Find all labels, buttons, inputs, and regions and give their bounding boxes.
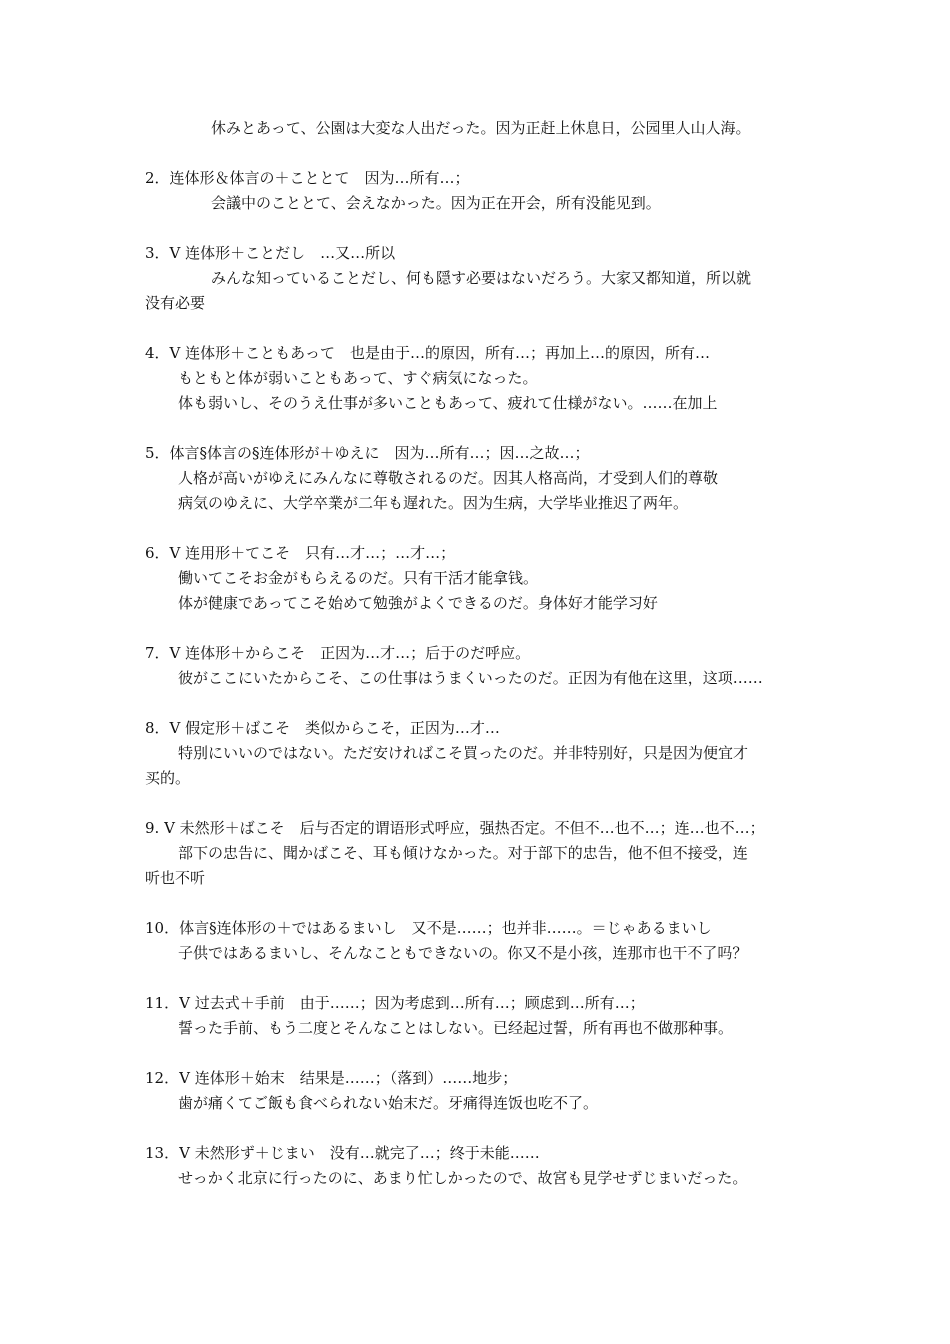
- example-sentence: 休みとあって、公園は大変な人出だった。因为正赶上休息日，公园里人山人海。: [211, 119, 751, 137]
- example-sentence: みんな知っていることだし、何も隠す必要はないだろう。大家又都知道，所以就: [211, 269, 752, 287]
- example-sentence: 部下の忠告に、聞かばこそ、耳も傾けなかった。对于部下的忠告，他不但不接受，连: [178, 844, 748, 862]
- grammar-heading: 12．V 连体形＋始末 结果是……；（落到）……地步；: [145, 1069, 518, 1087]
- grammar-heading: 3．V 连体形＋ことだし …又…所以: [145, 244, 396, 262]
- example-sentence: 体が健康であってこそ始めて勉強がよくできるのだ。身体好才能学习好: [178, 594, 658, 612]
- example-sentence: 子供ではあるまいし、そんなこともできないの。你又不是小孩，连那市也干不了吗？: [178, 944, 748, 962]
- example-sentence-continued: 买的。: [145, 769, 191, 787]
- grammar-heading: 4．V 连体形＋こともあって 也是由于…的原因，所有…；再加上…的原因，所有…: [145, 344, 710, 362]
- grammar-heading: 8．V 假定形＋ばこそ 类似からこそ，正因为…才…: [145, 719, 500, 737]
- example-sentence: 特別にいいのではない。ただ安ければこそ買ったのだ。并非特别好，只是因为便宜才: [178, 744, 749, 762]
- example-sentence: 彼がここにいたからこそ、この仕事はうまくいったのだ。正因为有他在这里，这项……: [178, 669, 763, 687]
- example-sentence-continued: 没有必要: [145, 294, 206, 312]
- grammar-heading: 5．体言§体言の§连体形が＋ゆえに 因为…所有…；因…之故…；: [145, 444, 590, 462]
- grammar-heading: 9. V 未然形＋ばこそ 后与否定的谓语形式呼应，强热否定。不但不…也不…；连…也不…；: [145, 819, 765, 837]
- example-sentence: 誓った手前、もう二度とそんなことはしない。已经起过誓，所有再也不做那种事。: [178, 1019, 734, 1037]
- grammar-heading: 13．V 未然形ず＋じまい 没有…就完了…；终于未能……: [145, 1144, 540, 1162]
- grammar-heading: 6．V 连用形＋てこそ 只有…才…；…才…；: [145, 544, 456, 562]
- example-sentence: 人格が高いがゆえにみんなに尊敬されるのだ。因其人格高尚，才受到人们的尊敬: [178, 469, 719, 487]
- example-sentence: せっかく北京に行ったのに、あまり忙しかったので、故宮も見学せずじまいだった。: [178, 1169, 748, 1187]
- grammar-heading: 11．V 过去式＋手前 由于……；因为考虑到…所有…；顾虑到…所有…；: [145, 994, 645, 1012]
- grammar-heading: 7．V 连体形＋からこそ 正因为…才…；后于のだ呼应。: [145, 644, 531, 662]
- example-sentence: 働いてこそお金がもらえるのだ。只有干活才能拿钱。: [178, 569, 539, 587]
- example-sentence: 会議中のこととて、会えなかった。因为正在开会，所有没能见到。: [211, 194, 661, 212]
- example-sentence: もともと体が弱いこともあって、すぐ病気になった。: [178, 369, 538, 387]
- grammar-heading: 2．连体形＆体言の＋こととて 因为…所有…；: [145, 169, 470, 187]
- example-sentence: 体も弱いし、そのうえ仕事が多いこともあって、疲れて仕様がない。……在加上: [178, 394, 718, 412]
- example-sentence: 病気のゆえに、大学卒業が二年も遅れた。因为生病，大学毕业推迟了两年。: [178, 494, 689, 512]
- example-sentence-continued: 听也不听: [145, 869, 206, 887]
- example-sentence: 歯が痛くてご飯も食べられない始末だ。牙痛得连饭也吃不了。: [178, 1094, 599, 1112]
- grammar-heading: 10．体言§连体形の＋ではあるまいし 又不是……；也并非……。＝じゃあるまいし: [145, 919, 712, 937]
